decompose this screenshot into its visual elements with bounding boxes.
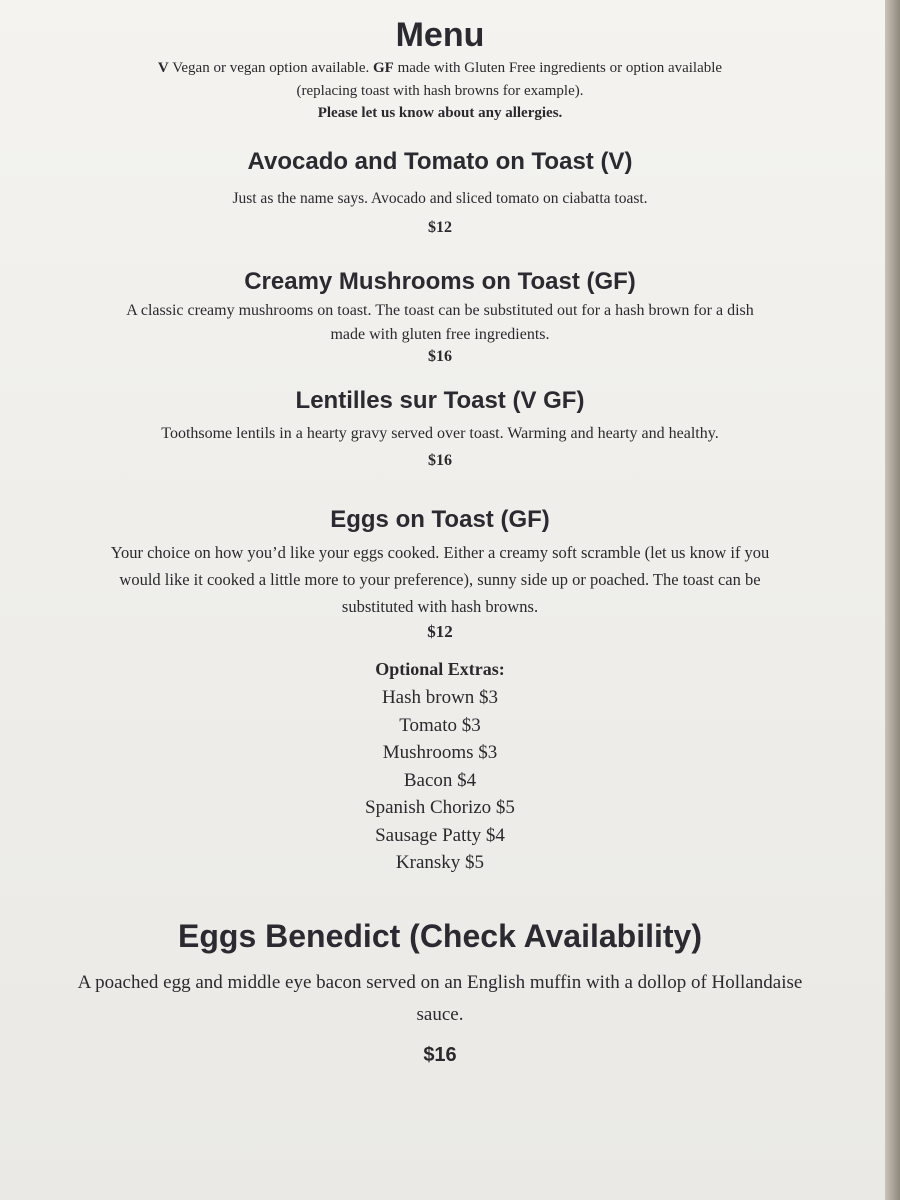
extras-list: [0, 684, 880, 877]
legend-v-key: V: [157, 60, 169, 76]
extra-item: Hash brown $3: [381, 687, 499, 708]
extra-item: Bacon $4: [403, 769, 477, 791]
item-eggs-desc-1: Your choice on how you’d like your eggs cooked. Either a creamy soft scramble (let us know if you: [110, 543, 770, 562]
item-mushrooms-name: Creamy Mushrooms on Toast (GF): [244, 268, 636, 295]
item-mushrooms-desc-2: made with gluten free ingredients.: [330, 326, 550, 343]
extra-item: Sausage Patty $4: [375, 824, 505, 846]
item-avocado-price: $12: [428, 219, 452, 236]
item-mushrooms-price: $16: [428, 348, 452, 365]
extra-item: Kransky $5: [395, 852, 485, 873]
item-eggs-desc-2: would like it cooked a little more to your preference), sunny side up or poached. The toast can be: [119, 570, 761, 589]
allergy-note: Please let us know about any allergies.: [317, 105, 563, 121]
item-lentils-desc: Toothsome lentils in a hearty gravy served over toast. Warming and hearty and healthy.: [161, 425, 719, 442]
item-benedict-desc-1: A poached egg and middle eye bacon served on an English muffin with a dollop of Hollandaise: [77, 972, 803, 993]
legend-line-1: [0, 57, 880, 79]
item-eggs-price: $12: [427, 622, 453, 641]
legend-v-text: Vegan or vegan option available.: [168, 60, 373, 76]
item-mushrooms-desc-1: A classic creamy mushrooms on toast. The toast can be substituted out for a hash brown for a dish: [126, 302, 754, 319]
legend-gf-key: GF: [373, 60, 394, 76]
legend-gf-text: made with Gluten Free ingredients or option available: [393, 60, 723, 76]
item-avocado-desc: Just as the name says. Avocado and sliced tomato on ciabatta toast.: [232, 190, 648, 207]
extra-item: Mushrooms $3: [382, 742, 498, 763]
item-avocado-name: Avocado and Tomato on Toast (V): [247, 148, 633, 175]
item-lentils-name: Lentilles sur Toast (V GF): [295, 387, 585, 414]
table-edge: [885, 0, 900, 1200]
item-eggs-name: Eggs on Toast (GF): [330, 506, 550, 533]
legend-line-2: (replacing toast with hash browns for example).: [296, 83, 584, 99]
item-benedict-name: Eggs Benedict (Check Availability): [178, 918, 702, 954]
item-lentils-price: $16: [428, 452, 452, 469]
menu-title: Menu: [395, 16, 485, 54]
extras-title: Optional Extras:: [375, 659, 505, 679]
item-benedict-desc-2: sauce.: [416, 1004, 464, 1025]
item-benedict-price: $16: [423, 1044, 457, 1066]
extra-item: Spanish Chorizo $5: [365, 797, 515, 818]
extra-item: Tomato $3: [399, 714, 481, 736]
item-eggs-desc-3: substituted with hash browns.: [341, 597, 539, 616]
